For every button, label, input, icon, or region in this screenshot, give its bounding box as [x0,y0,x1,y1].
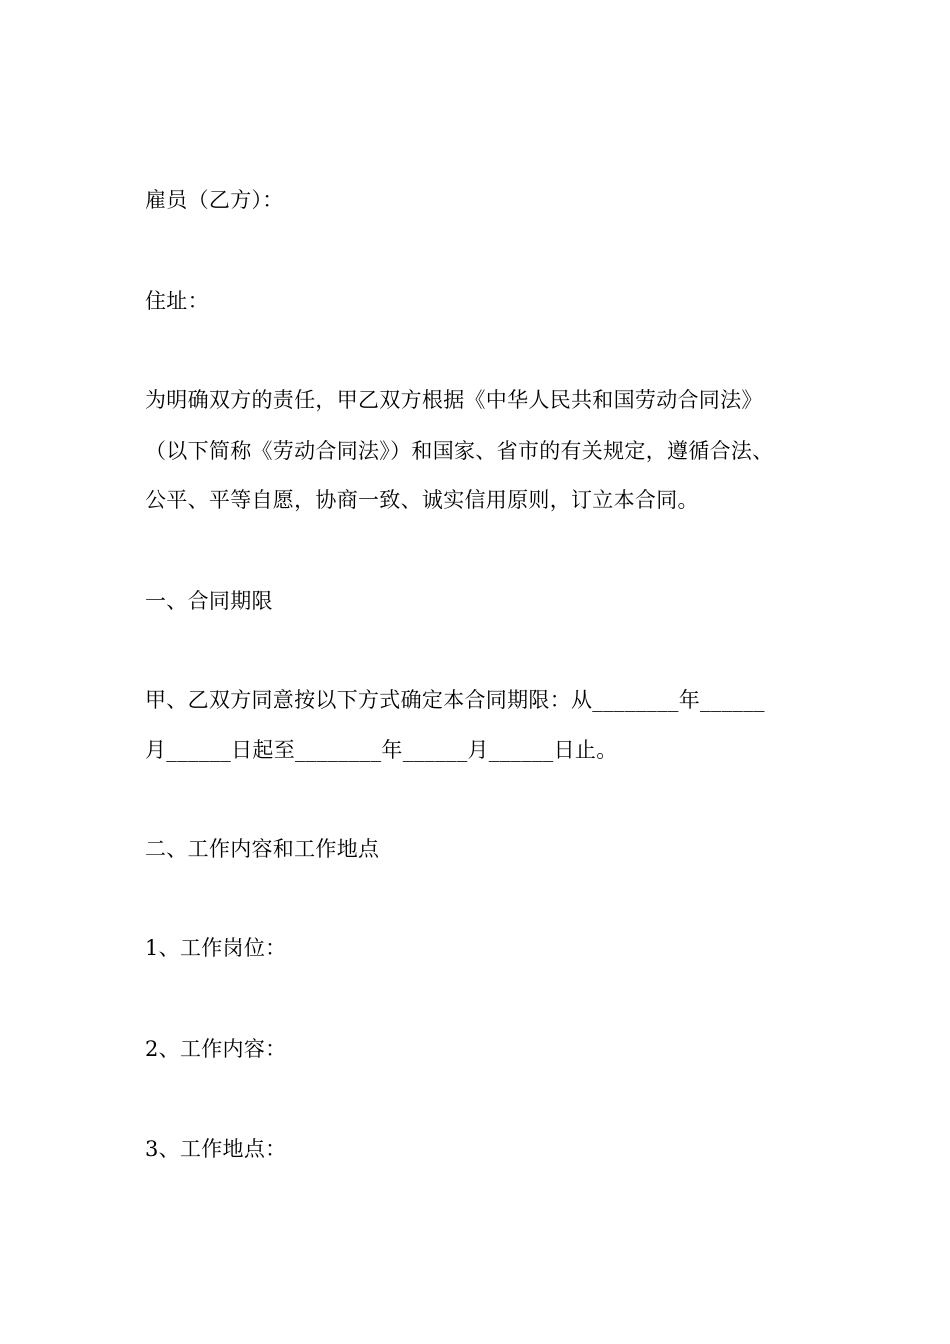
work-item-content: 2、工作内容： [145,1037,287,1061]
work-item-location: 3、工作地点： [145,1137,287,1161]
preamble-line: 为明确双方的责任，甲乙双方根据《中华人民共和国劳动合同法》 [145,388,763,412]
section-heading-work: 二、工作内容和工作地点 [145,837,380,861]
address-label: 住址： [145,289,209,313]
term-text-line: 月______日起至________年______月______日止。 [145,738,618,762]
section-heading-term: 一、合同期限 [145,589,273,613]
work-item-position: 1、工作岗位： [145,936,287,960]
employee-label: 雇员（乙方）： [145,188,284,212]
preamble-line: （以下简称《劳动合同法》）和国家、省市的有关规定，遵循合法、 [145,439,774,463]
preamble-line: 公平、平等自愿，协商一致、诚实信用原则，订立本合同。 [145,488,699,512]
term-text-line: 甲、乙双方同意按以下方式确定本合同期限：从________年______ [145,688,765,712]
